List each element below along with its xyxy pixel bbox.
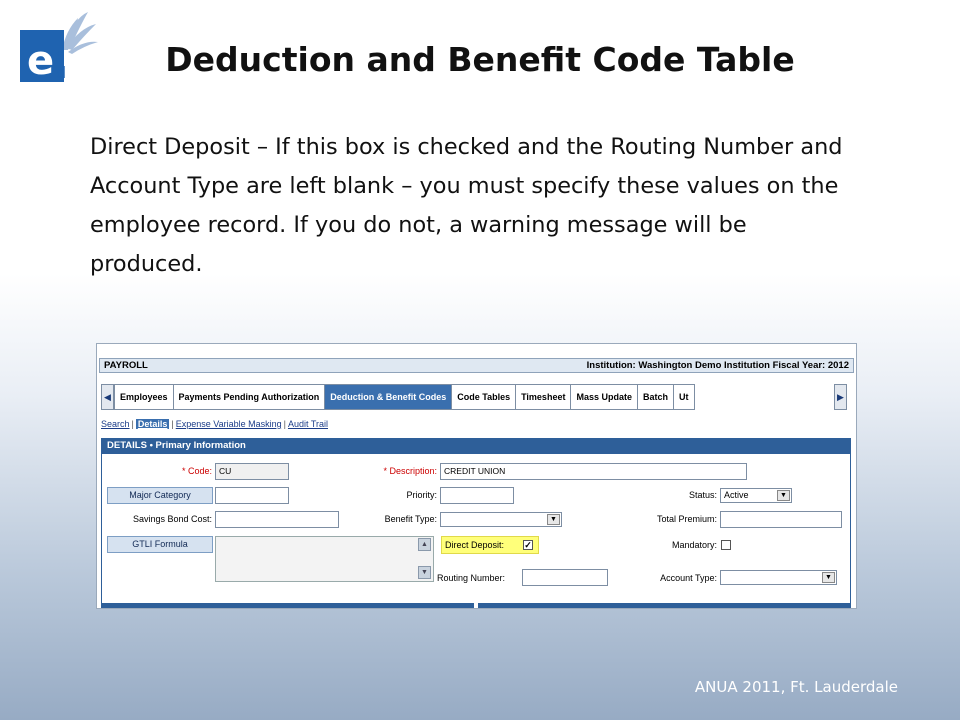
tab-scroll-left-icon[interactable]: ◀ [101, 384, 114, 410]
description-label: * Description: [383, 466, 437, 476]
tab-scroll-right-icon[interactable]: ▶ [834, 384, 847, 410]
subnav-details-link[interactable]: Details [137, 419, 168, 429]
chevron-down-icon: ▼ [822, 572, 835, 583]
slide-title: Deduction and Benefit Code Table [165, 40, 795, 79]
major-category-field[interactable] [215, 487, 289, 504]
mandatory-label: Mandatory: [671, 540, 717, 550]
details-header [102, 439, 850, 454]
logo-letter-s: s [56, 45, 65, 64]
tab-ut[interactable]: Ut [674, 384, 695, 410]
tabs [114, 384, 834, 410]
code-label: * Code: [181, 466, 212, 476]
tab-bar [101, 384, 851, 410]
routing-number-label: Routing Number: [437, 573, 506, 583]
tab-code-tables[interactable]: Code Tables [452, 384, 516, 410]
footer-text: ANUA 2011, Ft. Lauderdale [694, 678, 898, 696]
details-panel [101, 438, 851, 609]
status-select[interactable] [720, 488, 792, 503]
priority-field[interactable] [440, 487, 514, 504]
mandatory-checkbox[interactable] [721, 540, 731, 550]
tab-employees[interactable]: Employees [115, 384, 174, 410]
code-field[interactable]: CU [215, 463, 289, 480]
subnav-separator: | [131, 419, 134, 429]
scroll-down-icon[interactable]: ▼ [418, 566, 431, 579]
details-header-bold: DETAILS [107, 440, 147, 451]
logo-letter-e: e [27, 38, 55, 84]
direct-deposit-label: Direct Deposit: [445, 540, 505, 550]
gtli-formula-textarea[interactable] [215, 536, 434, 582]
status-label: Status: [688, 490, 717, 500]
status-value: Active [724, 490, 749, 500]
module-title: PAYROLL [104, 360, 148, 371]
lower-panel-header-right [478, 603, 851, 609]
sub-navigation [101, 417, 851, 431]
tab-batch[interactable]: Batch [638, 384, 674, 410]
scroll-up-icon[interactable]: ▲ [418, 538, 431, 551]
subnav-search-link[interactable]: Search [101, 419, 130, 429]
savings-bond-cost-field[interactable] [215, 511, 339, 528]
institution-info: Institution: Washington Demo Institution Fiscal Year: 2012 [586, 360, 849, 371]
subnav-expense-masking-link[interactable]: Expense Variable Masking [175, 419, 282, 429]
tab-timesheet[interactable]: Timesheet [516, 384, 571, 410]
benefit-type-label: Benefit Type: [384, 514, 437, 524]
major-category-button[interactable]: Major Category [107, 487, 213, 504]
slide-body-text: Direct Deposit – If this box is checked and the Routing Number and Account Type are left blank – you must specify these values on the employee record. If you do not, a warning message will be produced. [90, 134, 843, 277]
priority-label: Priority: [406, 490, 437, 500]
direct-deposit-checkbox[interactable]: ✓ [524, 540, 532, 550]
account-type-select[interactable] [720, 570, 837, 585]
savings-bond-cost-label: Savings Bond Cost: [132, 514, 212, 524]
logo-letter-d: d [56, 63, 67, 82]
tab-mass-update[interactable]: Mass Update [571, 384, 638, 410]
chevron-down-icon: ▼ [547, 514, 560, 525]
subnav-separator: | [171, 419, 174, 429]
gtli-formula-button[interactable]: GTLI Formula [107, 536, 213, 553]
payroll-screenshot [96, 343, 857, 609]
chevron-down-icon: ▼ [777, 490, 790, 501]
total-premium-field[interactable] [720, 511, 842, 528]
routing-number-field[interactable] [522, 569, 608, 586]
lower-panel-header-left [101, 603, 474, 609]
subnav-audit-trail-link[interactable]: Audit Trail [287, 419, 328, 429]
benefit-type-select[interactable] [440, 512, 562, 527]
total-premium-label: Total Premium: [656, 514, 717, 524]
tab-payments-pending[interactable]: Payments Pending Authorization [174, 384, 326, 410]
details-header-subtitle: • Primary Information [146, 440, 246, 451]
account-type-label: Account Type: [660, 573, 717, 583]
tab-deduction-benefit-codes[interactable]: Deduction & Benefit Codes [325, 384, 452, 410]
description-field[interactable]: CREDIT UNION [440, 463, 747, 480]
subnav-separator: | [283, 419, 286, 429]
module-header-bar [99, 358, 854, 373]
